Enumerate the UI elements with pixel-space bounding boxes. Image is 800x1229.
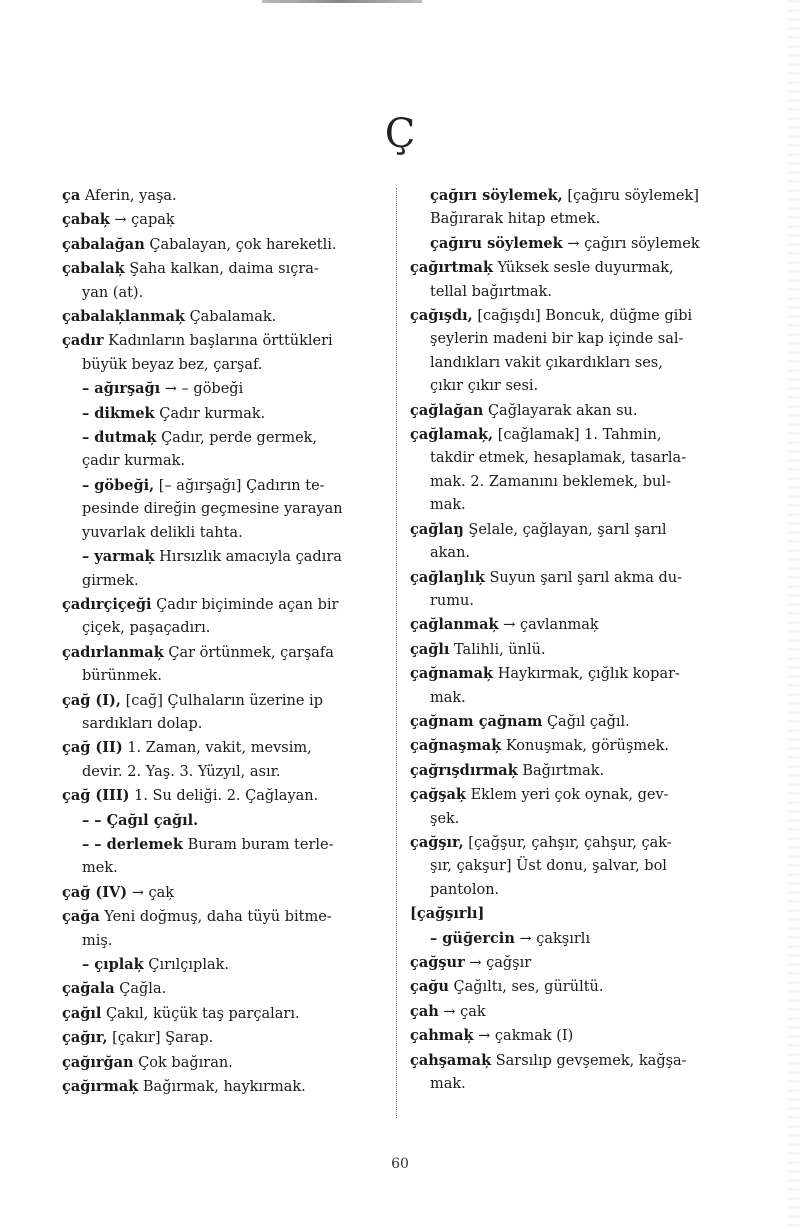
entry-headword: çağşur — [410, 954, 465, 971]
entry-line — [410, 184, 786, 208]
entry-line — [62, 498, 390, 521]
entry-headword: çağırmaķ — [62, 1078, 139, 1096]
entry-line — [410, 566, 786, 590]
entry-definition: miş. — [82, 932, 113, 949]
entry-line — [410, 710, 786, 734]
entry-line — [62, 570, 390, 593]
entry-definition: → çak — [443, 1003, 486, 1020]
entry-definition: [– ağırşağı] Çadırın te- — [158, 477, 325, 494]
entry-line — [62, 474, 390, 498]
entry-line — [62, 881, 390, 905]
entry-headword: [çağşırlı] — [410, 905, 485, 923]
entry-line — [62, 1002, 390, 1026]
entry-headword: çabaķ — [62, 211, 110, 229]
entry-definition: Çırılçıplak. — [148, 957, 229, 973]
entry-headword: çağ (II) — [62, 739, 123, 757]
entry-definition: [cağlamak] 1. Tahmin, — [497, 427, 662, 444]
entry-line — [410, 951, 786, 975]
entry-line — [62, 305, 390, 329]
entry-definition: Eklem yeri çok oynak, gev- — [470, 787, 669, 804]
entry-headword: çabalaķ — [62, 260, 125, 278]
entry-definition: [cağ] Çulhaların üzerine ip — [125, 692, 323, 709]
column-divider — [396, 188, 397, 1118]
entry-definition: Buram buram terle- — [187, 836, 334, 853]
entry-line — [62, 857, 390, 880]
entry-line — [62, 833, 390, 857]
entry-line — [410, 1049, 786, 1073]
entry-headword: çağlı — [410, 640, 450, 658]
entry-line — [410, 638, 786, 662]
entry-line — [62, 689, 390, 713]
entry-line — [410, 208, 786, 231]
entry-line — [410, 471, 786, 494]
entry-definition: pesinde direğin geçmesine yarayan — [82, 501, 343, 518]
entry-definition: Yeni doğmuş, daha tüyü bitme- — [104, 909, 332, 926]
entry-headword: çabalaķlanmaķ — [62, 308, 185, 326]
entry-definition: Kadınların başlarına örttükleri — [108, 333, 333, 350]
entry-line — [62, 617, 390, 640]
entry-definition: büyük beyaz bez, çarşaf. — [82, 356, 263, 373]
entry-line — [410, 927, 786, 951]
entry-headword: çağ (IV) — [62, 883, 128, 901]
entry-line — [410, 687, 786, 710]
entry-headword: çağu — [410, 978, 449, 996]
entry-line — [410, 879, 786, 902]
entry-headword: çağnam çağnam — [410, 712, 543, 730]
entry-definition: Bağırtmak. — [522, 762, 605, 779]
entry-definition: Bağırarak hitap etmek. — [430, 211, 601, 228]
entry-definition: Suyun şarıl şarıl akma du- — [489, 569, 682, 586]
entry-line — [62, 905, 390, 929]
entry-definition: çıkır çıkır sesi. — [430, 378, 539, 395]
entry-headword: – ağırşağı — [82, 380, 161, 398]
entry-line — [410, 1000, 786, 1024]
entry-line — [62, 522, 390, 545]
entry-headword: – göbeği, — [82, 476, 155, 494]
entry-line — [62, 713, 390, 736]
page-number: 60 — [391, 1156, 409, 1172]
entry-definition: Çar örtünmek, çarşafa — [168, 644, 334, 661]
entry-line — [62, 257, 390, 281]
entry-definition: mek. — [82, 860, 118, 877]
entry-line — [62, 208, 390, 232]
entry-line — [62, 1026, 390, 1050]
entry-headword: çağşır, — [410, 833, 464, 851]
entry-definition: yan (at). — [82, 284, 144, 301]
entry-line — [410, 783, 786, 807]
entry-headword: çağırğan — [62, 1053, 134, 1071]
entry-definition: çadır kurmak. — [82, 453, 186, 470]
entry-definition: Şelale, çağlayan, şarıl şarıl — [468, 521, 667, 538]
entry-definition: [çağşur, çahşır, çahşur, çak- — [468, 834, 672, 851]
entry-definition: akan. — [430, 545, 471, 562]
entry-definition: Çadır biçiminde açan bir — [156, 596, 339, 613]
entry-line — [410, 1073, 786, 1096]
entry-line — [62, 953, 390, 977]
entry-definition: → çağırı söylemek — [567, 235, 700, 252]
entry-definition: mak. 2. Zamanını beklemek, bul- — [430, 473, 671, 490]
entry-headword: çadır — [62, 332, 104, 350]
entry-definition: Haykırmak, çığlık kopar- — [497, 666, 680, 683]
scan-edge-noise — [788, 0, 800, 1229]
entry-line — [62, 282, 390, 305]
entry-definition: Çadır, perde germek, — [161, 430, 318, 447]
entry-headword: – çıplaķ — [82, 956, 144, 973]
entry-definition: Çakıl, küçük taş parçaları. — [106, 1005, 300, 1022]
entry-definition: pantolon. — [430, 881, 500, 898]
entry-headword: çağışdı, — [410, 307, 473, 325]
entry-line — [62, 450, 390, 473]
entry-headword: çağır, — [62, 1029, 108, 1047]
entry-definition: devir. 2. Yaş. 3. Yüzyıl, asır. — [82, 763, 281, 780]
entry-definition: landıkları vakit çıkardıkları ses, — [430, 354, 663, 371]
entry-definition: bürünmek. — [82, 668, 162, 685]
entry-line — [62, 809, 390, 833]
entry-definition: → çağşır — [469, 955, 532, 971]
scan-top-mark — [262, 0, 422, 3]
entry-line — [62, 402, 390, 426]
entry-line — [410, 518, 786, 542]
right-column — [410, 184, 786, 1096]
entry-line — [62, 184, 390, 208]
entry-line — [410, 590, 786, 613]
entry-headword: – – derlemek — [82, 835, 183, 853]
entry-headword: – yarmaķ — [82, 548, 155, 566]
entry-line — [410, 855, 786, 878]
entry-headword: çahmaķ — [410, 1027, 474, 1045]
entry-definition: [çağıru söylemek] — [567, 188, 699, 204]
entry-headword: çağ (III) — [62, 787, 130, 805]
entry-headword: çağırtmaķ — [410, 259, 493, 277]
entry-headword: çağ (I), — [62, 691, 121, 709]
entry-definition: Çok bağıran. — [138, 1054, 233, 1071]
entry-line — [410, 759, 786, 783]
entry-headword: çah — [410, 1002, 439, 1020]
entry-definition: Çadır kurmak. — [159, 405, 266, 422]
entry-headword: – dikmek — [82, 404, 155, 422]
entry-definition: Çabalamak. — [189, 309, 277, 326]
entry-line — [410, 662, 786, 686]
entry-definition: Talihli, ünlü. — [454, 641, 546, 658]
entry-line — [62, 593, 390, 617]
entry-line — [62, 665, 390, 688]
entry-line — [62, 233, 390, 257]
entry-definition: şeylerin madeni bir kap içinde sal- — [430, 331, 684, 348]
entry-line — [410, 375, 786, 398]
left-column — [62, 184, 390, 1099]
entry-line — [62, 977, 390, 1001]
entry-definition: Çabalayan, çok hareketli. — [149, 236, 337, 253]
entry-line — [62, 930, 390, 953]
entry-line — [62, 426, 390, 450]
entry-definition: rumu. — [430, 592, 474, 609]
entry-definition: → çakşırlı — [519, 930, 591, 947]
entry-headword: çağıl — [62, 1004, 102, 1022]
entry-line — [410, 734, 786, 758]
entry-headword: çağlağan — [410, 401, 484, 419]
entry-line — [62, 641, 390, 665]
entry-headword: – dutmaķ — [82, 429, 157, 447]
entry-definition: → çapaķ — [114, 212, 175, 229]
entry-line — [410, 542, 786, 565]
entry-headword: çahşamaķ — [410, 1051, 492, 1069]
entry-definition: Sarsılıp gevşemek, kağşa- — [495, 1052, 687, 1069]
entry-headword: çağşaķ — [410, 786, 466, 804]
entry-definition: Çağlayarak akan su. — [487, 402, 638, 419]
entry-line — [410, 447, 786, 470]
entry-definition: 1. Zaman, vakit, mevsim, — [127, 740, 312, 757]
entry-definition: şır, çakşur] Üst donu, şalvar, bol — [430, 858, 667, 875]
entry-headword: çağırı söylemek, — [430, 187, 563, 204]
entry-line — [62, 545, 390, 569]
entry-definition: Aferin, yaşa. — [84, 188, 177, 204]
entry-headword: – güğercin — [430, 929, 515, 947]
entry-line — [410, 423, 786, 447]
entry-definition: mak. — [430, 1076, 466, 1093]
entry-line — [62, 354, 390, 377]
entry-definition: Konuşmak, görüşmek. — [505, 738, 669, 755]
entry-definition: → çaķ — [131, 884, 175, 901]
entry-line — [410, 613, 786, 637]
entry-definition: sardıkları dolap. — [82, 715, 203, 732]
entry-headword: çabalağan — [62, 235, 145, 253]
entry-definition: Yüksek sesle duyurmak, — [497, 260, 674, 277]
entry-definition: Çağıl çağıl. — [546, 713, 630, 730]
entry-headword: çağala — [62, 980, 115, 998]
entry-headword: çadırlanmaķ — [62, 643, 164, 661]
entry-line — [410, 831, 786, 855]
entry-definition: Çağıltı, ses, gürültü. — [453, 979, 604, 996]
entry-definition: → çavlanmaķ — [503, 617, 599, 634]
entry-definition: → – göbeği — [164, 381, 244, 398]
entry-line — [410, 399, 786, 423]
entry-line — [62, 1075, 390, 1099]
entry-headword: çağrışdırmaķ — [410, 761, 518, 779]
entry-line — [410, 256, 786, 280]
entry-definition: takdir etmek, hesaplamak, tasarla- — [430, 450, 687, 467]
entry-definition: [cağışdı] Boncuk, düğme gibi — [477, 308, 693, 325]
entry-line — [410, 352, 786, 375]
entry-line — [62, 1051, 390, 1075]
entry-definition: yuvarlak delikli tahta. — [82, 524, 243, 541]
entry-headword: – – Çağıl çağıl. — [82, 811, 199, 829]
entry-line — [410, 281, 786, 304]
entry-line — [62, 736, 390, 760]
entry-definition: şek. — [430, 810, 460, 827]
entry-definition: girmek. — [82, 572, 139, 589]
entry-headword: çağlaŋlıķ — [410, 568, 485, 586]
entry-headword: çağlanmaķ — [410, 616, 499, 634]
entry-definition: çiçek, paşaçadırı. — [82, 620, 211, 637]
entry-definition: → çakmak (I) — [478, 1028, 574, 1045]
entry-definition: Çağla. — [119, 981, 167, 998]
entry-definition: 1. Su deliği. 2. Çağlayan. — [134, 788, 319, 805]
entry-definition: Hırsızlık amacıyla çadıra — [159, 549, 342, 566]
entry-line — [410, 975, 786, 999]
entry-headword: çağlaŋ — [410, 520, 464, 538]
entry-definition: tellal bağırtmak. — [430, 283, 552, 300]
entry-headword: ça — [62, 187, 81, 204]
entry-line — [62, 329, 390, 353]
entry-headword: çağlamaķ, — [410, 426, 494, 444]
entry-definition: Bağırmak, haykırmak. — [142, 1079, 306, 1096]
entry-headword: çağnaşmaķ — [410, 737, 502, 755]
entry-headword: çadırçiçeği — [62, 595, 152, 613]
entry-line — [410, 902, 786, 926]
entry-definition: Şaha kalkan, daima sıçra- — [129, 261, 319, 278]
entry-definition: [çakır] Şarap. — [112, 1030, 214, 1047]
entry-headword: çağnamaķ — [410, 665, 494, 683]
entry-definition: mak. — [430, 689, 466, 706]
entry-line — [410, 1024, 786, 1048]
entry-line — [62, 761, 390, 784]
entry-line — [62, 377, 390, 401]
entry-definition: mak. — [430, 497, 466, 514]
entry-headword: çağa — [62, 908, 100, 926]
entry-line — [410, 494, 786, 517]
entry-line — [410, 304, 786, 328]
entry-line — [62, 784, 390, 808]
entry-line — [410, 328, 786, 351]
section-letter: Ç — [384, 111, 416, 157]
entry-line — [410, 808, 786, 831]
entry-line — [410, 232, 786, 256]
entry-headword: çağıru söylemek — [430, 234, 563, 252]
